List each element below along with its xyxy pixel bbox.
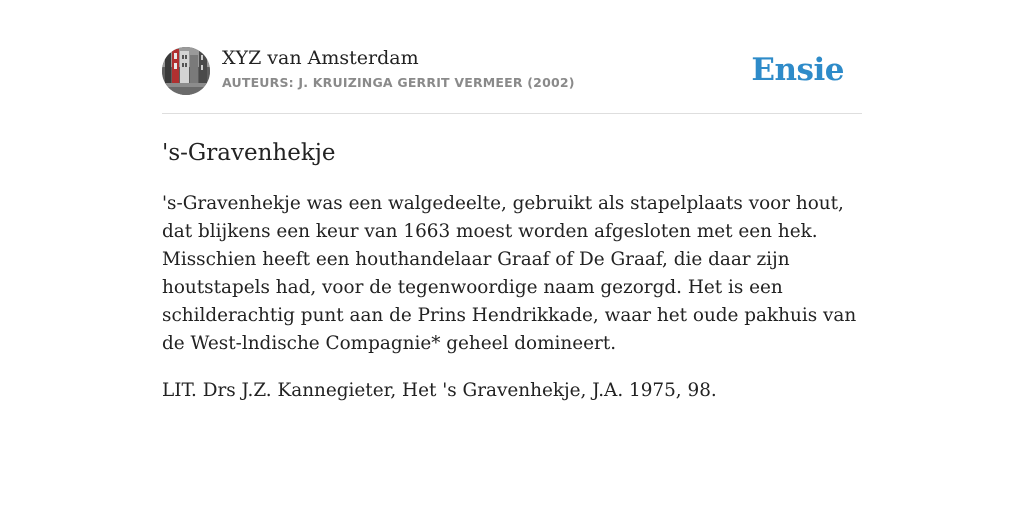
- authors-line: AUTEURS: J. KRUIZINGA GERRIT VERMEER (2002): [222, 75, 575, 90]
- brand-logo[interactable]: Ensie: [751, 52, 844, 88]
- entry-body: [162, 190, 864, 424]
- entry-paragraph: 's-Gravenhekje was een walgedeelte, gebruikt als stapelplaats voor hout, dat blijkens een keur van 1663 moest worden afgesloten met een hek. Misschien heeft een houthandelaar Graaf of De Graaf, die daar zijn houtstapels had, voor de tegenwoordige naam gezorgd. Het is een schilderachtig punt aan de Prins Hendrikkade, waar het oude pakhuis van de West-lndische Compagnie* geheel domineert.: [162, 193, 857, 354]
- header: [162, 46, 862, 96]
- entry-literature: LIT. Drs J.Z. Kannegieter, Het 's Gravenhekje, J.A. 1975, 98.: [162, 380, 717, 401]
- entry-title: 's-Gravenhekje: [162, 140, 336, 166]
- book-cover-photo-icon[interactable]: [162, 47, 210, 95]
- book-title[interactable]: XYZ van Amsterdam: [222, 47, 419, 69]
- header-divider: [162, 113, 862, 114]
